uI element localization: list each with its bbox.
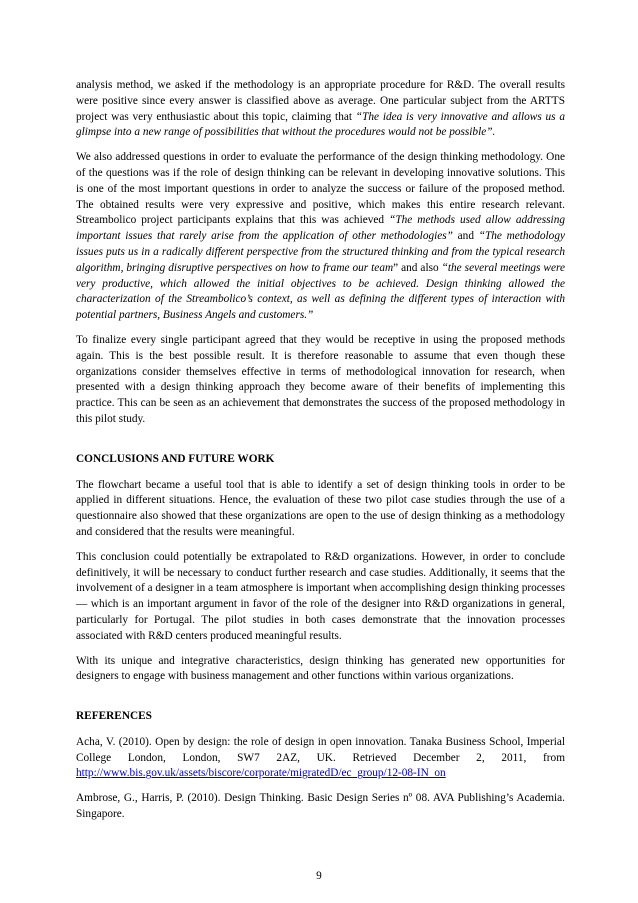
- intro-p2-quote-1: “The methods used allow addressing important issues that rarely arise from the application of other methodologies”: [76, 214, 565, 243]
- conclusions-paragraph-2: This conclusion could potentially be extrapolated to R&D organizations. However, in order to conclude definitively, it will be necessary to conduct further research and case studies. Additionally, it seems that the involvement of a designer in a team atmosphere is important when accomplishing design thinking processes — which is an important argument in favor of the role of the designer into R&D organizations in general, particularly for Portugal. The pilot studies in both cases demonstrate that the innovation processes associated with R&D centers produced meaningful results.: [76, 550, 565, 642]
- intro-paragraph-1: [76, 78, 565, 141]
- intro-p1-quote: “The idea is very innovative and allows us a glimpse into a new range of possibilities that without the procedures would not be possible”.: [76, 110, 565, 139]
- references-heading: REFERENCES: [76, 710, 152, 723]
- intro-p2-connector-1: and: [452, 230, 479, 243]
- intro-p1-text: analysis method, we asked if the methodology is an appropriate procedure for R&D. The overall results were positive since every answer is classified above as average. One particular subject from the ARTTS project was very enthusiastic about this topic, claiming that: [76, 79, 565, 123]
- reference-acha-link[interactable]: http://www.bis.gov.uk/assets/biscore/corporate/migratedD/ec_group/12-08-IN_on: [76, 767, 446, 780]
- intro-p2-quote-2: “The methodology issues puts us in a radically different perspective from the structured thinking and from the typical research algorithm, bringing disruptive perspectives on how to frame our team: [76, 230, 565, 274]
- reference-ambrose: Ambrose, G., Harris, P. (2010). Design Thinking. Basic Design Series nº 08. AVA Publishing’s Academia. Singapore.: [76, 792, 565, 821]
- reference-acha: [76, 735, 565, 782]
- intro-p2-text: We also addressed questions in order to evaluate the performance of the design thinking methodology. One of the questions was if the role of design thinking can be relevant in developing innovative solutions. This is one of the most important questions in order to analyze the success or failure of the proposed method. The obtained results were very expressive and positive, which makes this entire research relevant. Streambolico project participants explains that this was achieved: [76, 151, 565, 227]
- intro-p2-connector-2: ” and also: [393, 261, 442, 274]
- intro-p2-quote-3: “the several meetings were very productive, which allowed the initial objectives to be achieved. Design thinking allowed the characterization of the Streambolico’s context, as well as defining the different types of interaction with potential partners, Business Angels and customers.”: [76, 261, 565, 322]
- reference-acha-text: Acha, V. (2010). Open by design: the role of design in open innovation. Tanaka Business School, Imperial College London, London, SW7 2AZ, UK. Retrieved December 2, 2011, from: [76, 735, 565, 764]
- intro-paragraph-3: To finalize every single participant agreed that they would be receptive in using the proposed methods again. This is the best possible result. It is therefore reasonable to assume that even though these organizations consider themselves effective in terms of methodological innovation for research, when presented with a design thinking approach they become aware of their benefits of implementing this practice. This can be seen as an achievement that demonstrates the success of the proposed methodology in this pilot study.: [76, 333, 565, 425]
- conclusions-paragraph-1: The flowchart became a useful tool that is able to identify a set of design thinking tools in order to be applied in different situations. Hence, the evaluation of these two pilot case studies through the use of a questionnaire also showed that these organizations are open to the use of design thinking as a methodology and considered that the results were meaningful.: [76, 478, 565, 538]
- conclusions-heading: CONCLUSIONS AND FUTURE WORK: [76, 452, 275, 465]
- intro-paragraph-2: [76, 150, 565, 324]
- page-number: 9: [316, 870, 322, 882]
- conclusions-paragraph-3: With its unique and integrative characteristics, design thinking has generated new opportunities for designers to engage with business management and other functions within various organizations.: [76, 654, 565, 683]
